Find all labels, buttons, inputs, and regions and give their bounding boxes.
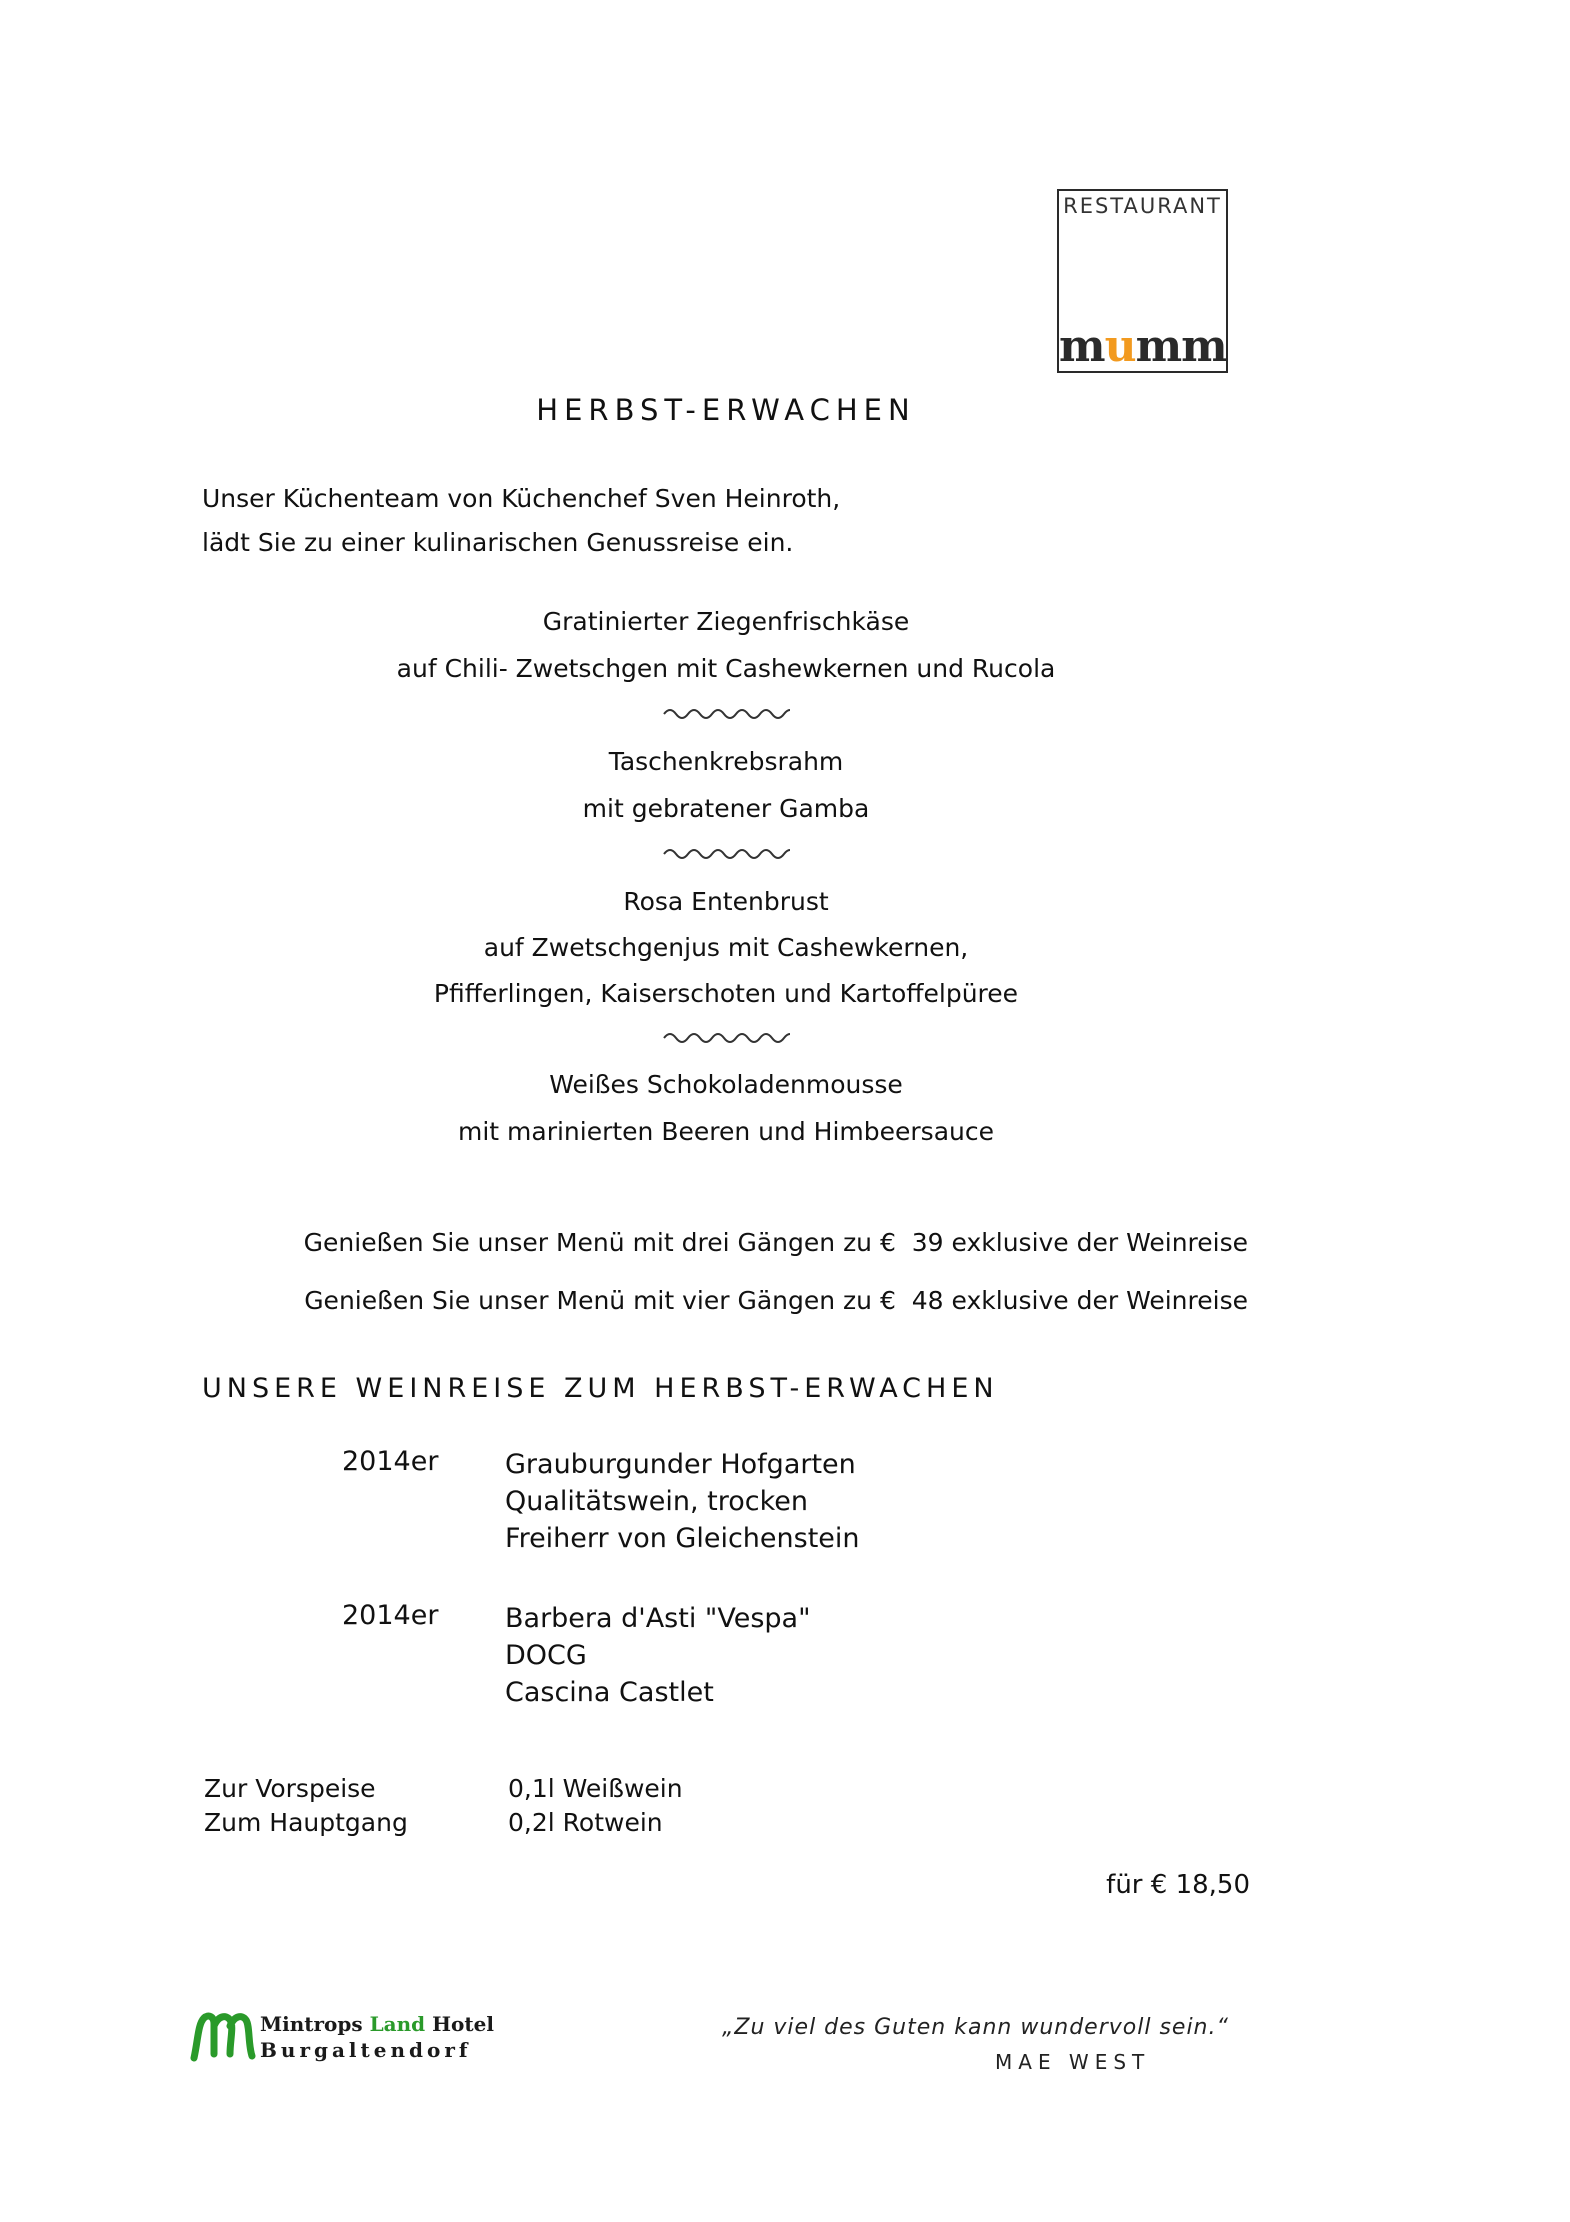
wine-2-year: 2014er	[342, 1600, 439, 1631]
course-1-desc: auf Chili- Zwetschgen mit Cashewkernen und Rucola	[396, 654, 1056, 683]
price-four-courses: Genießen Sie unser Menü mit vier Gängen zu € 48 exklusive der Weinreise	[304, 1286, 1248, 1315]
course-3-desc-2: Pfifferlingen, Kaiserschoten und Kartoffelpüree	[433, 979, 1019, 1008]
menu-title: HERBST-ERWACHEN	[536, 393, 916, 427]
course-3-title: Rosa Entenbrust	[623, 887, 829, 916]
course-2-desc: mit gebratener Gamba	[582, 794, 870, 823]
serving-label-starter: Zur Vorspeise	[204, 1774, 376, 1803]
logo-letter-u: u	[1104, 321, 1136, 372]
logo-letters-b: mm	[1135, 321, 1227, 372]
wine-2-quality: DOCG	[505, 1640, 587, 1671]
course-2-title: Taschenkrebsrahm	[608, 747, 844, 776]
serving-label-main: Zum Hauptgang	[204, 1808, 408, 1837]
wine-1-year: 2014er	[342, 1446, 439, 1477]
wine-1-name: Grauburgunder Hofgarten	[505, 1449, 856, 1480]
logo-restaurant-label: RESTAURANT	[1063, 194, 1222, 218]
wine-section-heading: UNSERE WEINREISE ZUM HERBST-ERWACHEN	[202, 1373, 999, 1404]
serving-labels	[204, 1772, 408, 1840]
hotel-name-land: Land	[369, 2012, 426, 2036]
ornament-divider	[662, 706, 790, 722]
price-three-courses: Genießen Sie unser Menü mit drei Gängen zu € 39 exklusive der Weinreise	[303, 1228, 1248, 1257]
course-1-title: Gratinierter Ziegenfrischkäse	[542, 607, 910, 636]
serving-value-starter: 0,1l Weißwein	[508, 1774, 683, 1803]
quote-author: MAE WEST	[995, 2050, 1151, 2074]
wine-1-details	[505, 1446, 860, 1557]
hotel-name-a: Mintrops	[260, 2012, 370, 2036]
wine-2-producer: Cascina Castlet	[505, 1677, 714, 1708]
intro-line-1: Unser Küchenteam von Küchenchef Sven Heinroth,	[202, 484, 841, 513]
hotel-logo	[190, 2008, 494, 2068]
restaurant-logo	[1057, 189, 1228, 373]
hotel-name	[260, 2012, 494, 2036]
logo-wordmark	[1059, 321, 1227, 372]
ornament-divider	[662, 846, 790, 862]
ornament-divider	[662, 1030, 790, 1046]
course-4-title: Weißes Schokoladenmousse	[549, 1070, 903, 1099]
hotel-town: Burgaltendorf	[260, 2038, 472, 2062]
hotel-m-emblem-icon	[190, 2010, 256, 2062]
logo-letters-a: m	[1059, 321, 1105, 372]
course-4-desc: mit marinierten Beeren und Himbeersauce	[457, 1117, 994, 1146]
wine-2-name: Barbera d'Asti "Vespa"	[505, 1603, 811, 1634]
serving-values	[508, 1772, 683, 1840]
wine-2-details	[505, 1600, 811, 1711]
wine-1-quality: Qualitätswein, trocken	[505, 1486, 809, 1517]
wine-1-producer: Freiherr von Gleichenstein	[505, 1523, 860, 1554]
course-3-desc-1: auf Zwetschgenjus mit Cashewkernen,	[483, 933, 969, 962]
intro-line-2: lädt Sie zu einer kulinarischen Genussreise ein.	[202, 528, 794, 557]
hotel-name-b: Hotel	[425, 2012, 494, 2036]
wine-journey-price: für € 18,50	[1106, 1870, 1250, 1900]
serving-value-main: 0,2l Rotwein	[508, 1808, 663, 1837]
quote-text: „Zu viel des Guten kann wundervoll sein.“	[722, 2015, 1229, 2040]
